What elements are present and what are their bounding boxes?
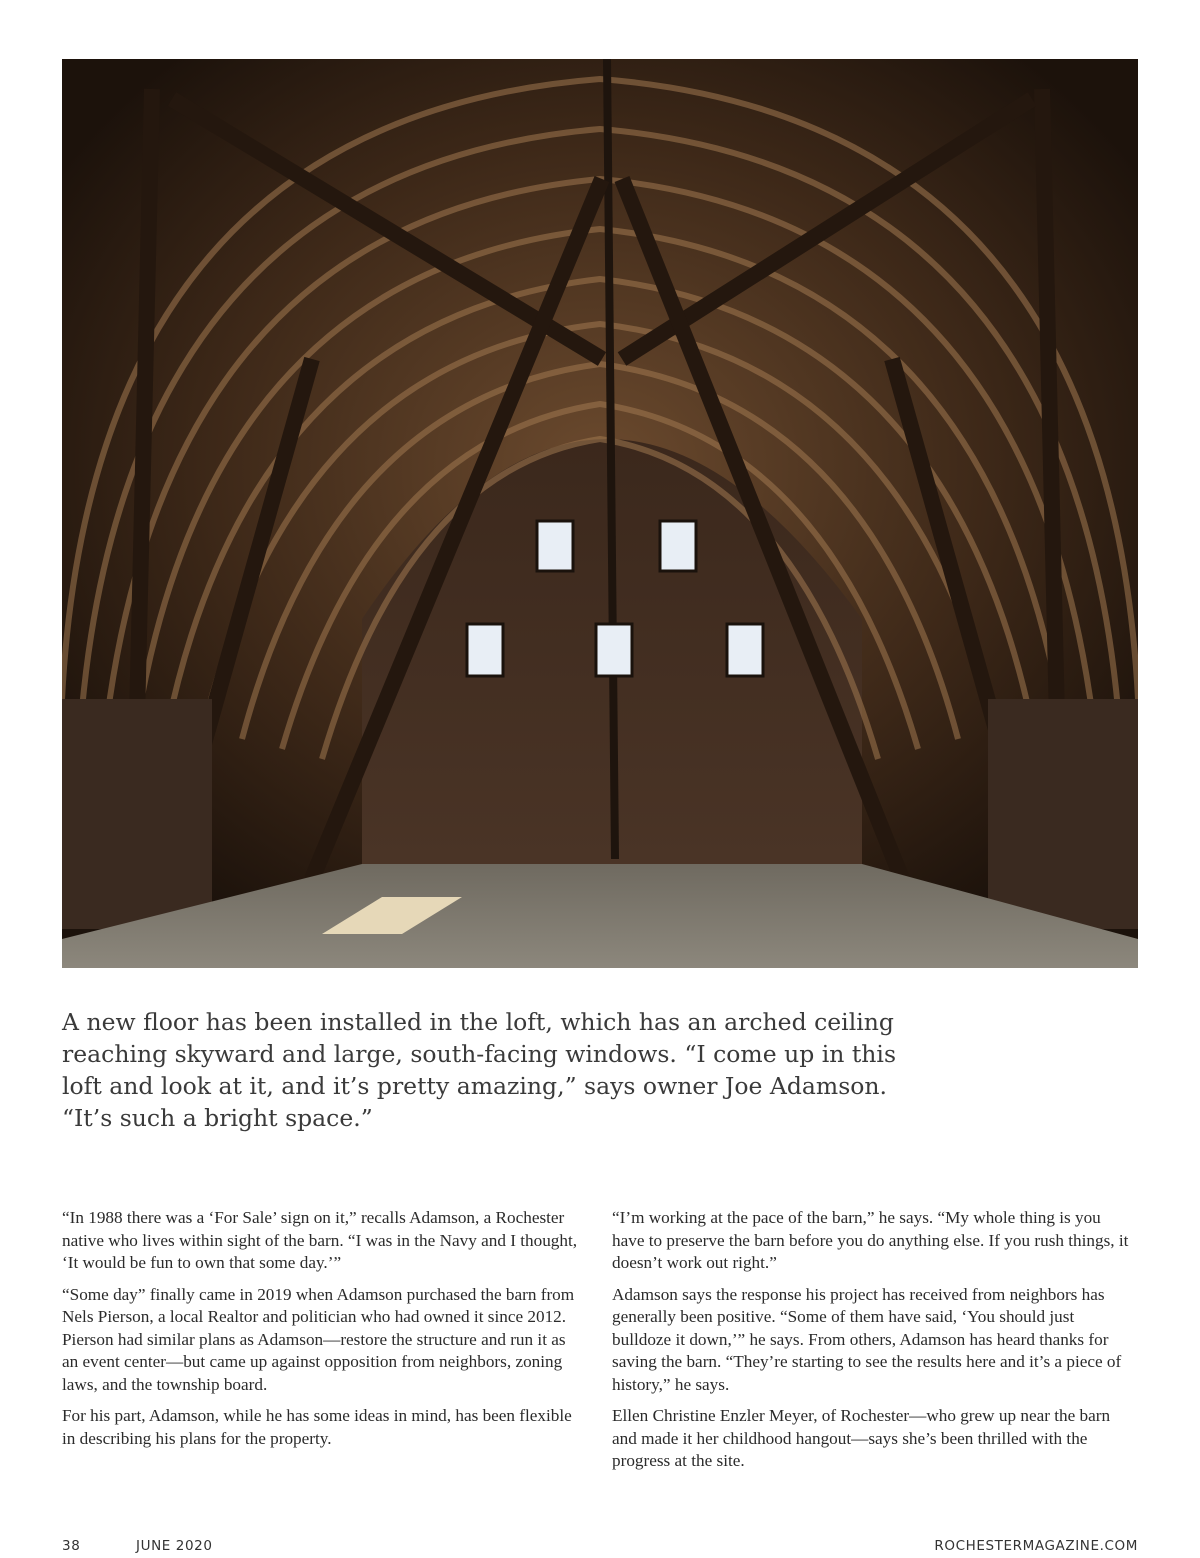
paragraph: Ellen Christine Enzler Meyer, of Rochester—who grew up near the barn and made it her childhood hangout—says she’s been thrilled with the progress at the site. <box>612 1406 1111 1470</box>
issue-date: JUNE 2020 <box>136 1538 213 1554</box>
paragraph: “In 1988 there was a ‘For Sale’ sign on it,” recalls Adamson, a Rochester native who lives within sight of the barn. “I was in the Navy and I thought, ‘It would be fun to own that some day.’” <box>62 1208 578 1272</box>
article-column-right <box>612 1207 1134 1482</box>
page-number: 38 <box>62 1538 81 1554</box>
paragraph: Adamson says the response his project has received from neighbors has generally been positive. “Some of them have said, ‘You should just bulldoze it down,’” he says. From others, Adamson has heard thanks for saving the barn. “They’re starting to see the results here and it’s a piece of history,” he says. <box>612 1284 1122 1394</box>
article-column-left <box>62 1207 584 1459</box>
page-footer <box>62 1538 1138 1558</box>
barn-loft-illustration <box>62 59 1138 968</box>
photo-caption: A new floor has been installed in the loft, which has an arched ceiling reaching skyward and large, south-facing windows. “I come up in this loft and look at it, and it’s pretty amazing,” says owner Joe Adamson. “It’s such a bright space.” <box>62 1008 896 1132</box>
barn-loft-photo <box>62 59 1138 968</box>
paragraph: “Some day” finally came in 2019 when Adamson purchased the barn from Nels Pierson, a local Realtor and politician who had owned it since 2012. Pierson had similar plans as Adamson—restore the structure and run it as an event center—but came up against opposition from neighbors, zoning laws, and the township board. <box>62 1284 575 1394</box>
paragraph: For his part, Adamson, while he has some ideas in mind, has been flexible in describing his plans for the property. <box>62 1406 572 1448</box>
website-link[interactable]: ROCHESTERMAGAZINE.COM <box>934 1538 1138 1554</box>
paragraph: “I’m working at the pace of the barn,” he says. “My whole thing is you have to preserve the barn before you do anything else. If you rush things, it doesn’t work out right.” <box>612 1208 1129 1272</box>
